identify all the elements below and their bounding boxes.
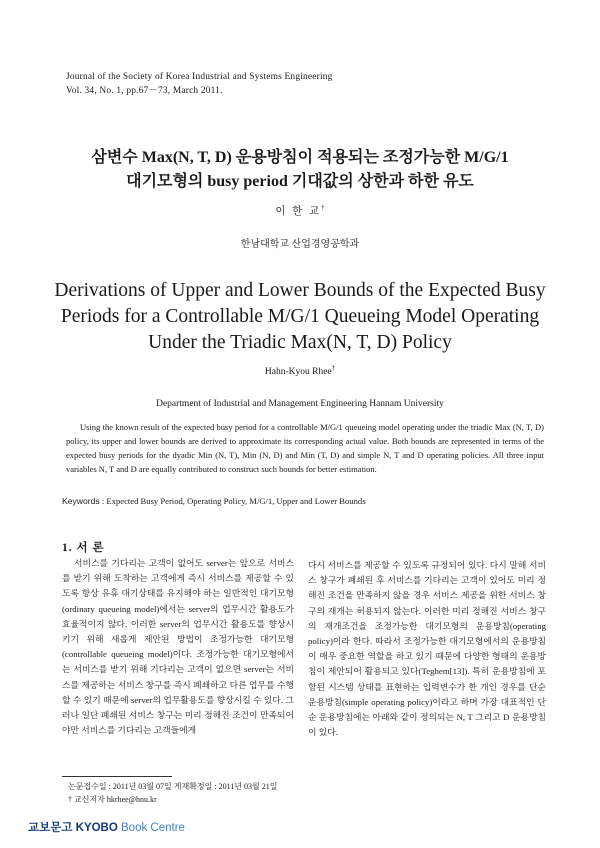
- footnote-dates: 논문접수일 : 2011년 03월 07일 게재확정일 : 2011년 03월 21일: [68, 782, 278, 791]
- english-author-mark: †: [331, 364, 336, 372]
- body-right-column: 다시 서비스를 제공할 수 있도록 규정되어 있다. 다시 말해 서비스 창구가 폐쇄된 후 서비스를 기다리는 고객이 있어도 미리 정해진 조건을 만족하지 않을 경우 서비스 제공을 위한 서비스 창구의 재개는 허용되지 않는다. 이러한 미리 정해진 서비스 창구의 재개조건을 조정가능한 대기모형의 운용방침(operating policy)이라 한다. 따라서 조정가능한 대기모형에서의 운용방침이 매우 중요한 역할을 하고 있기 때문에 다양한 형태의 운용방침이 제안되어 활용되고 있다(Teghem[13]). 특히 운용방침에 포함된 시스템 상태를 표현하는 입력변수가 한 개인 경우를 단순 운용방침(simple operating policy)이라고 하며 가장 대표적인 단순 운용방침에는 아래와 같이 정의되는 N, T 그리고 D 운용방침이 있다.: [308, 560, 546, 738]
- logo-korean: 교보문고: [28, 822, 73, 834]
- english-author: [0, 364, 600, 377]
- english-title-line1: Derivations of Upper and Lower Bounds of the Expected Busy: [54, 280, 546, 301]
- english-author-name: Hahn-Kyou Rhee: [264, 367, 332, 378]
- korean-author-mark: †: [321, 203, 325, 212]
- english-title-line3: Under the Triadic Max(N, T, D) Policy: [148, 332, 452, 353]
- english-affiliation: Department of Industrial and Management Engineering Hannam University: [156, 399, 444, 409]
- korean-title: [30, 146, 570, 194]
- journal-header: [66, 70, 333, 98]
- journal-name: Journal of the Society of Korea Industrial and Systems Engineering: [66, 72, 333, 82]
- section-heading: [62, 539, 105, 555]
- korean-title-line1: 삼변수 Max(N, T, D) 운용방침이 적용되는 조정가능한 M/G/1: [91, 149, 509, 166]
- english-title: [30, 278, 570, 356]
- section-number: 1.: [62, 542, 73, 554]
- kyobo-logo: [28, 819, 185, 835]
- logo-suffix: Book Centre: [121, 822, 185, 834]
- section-title: 서 론: [76, 542, 105, 554]
- korean-affiliation: 한남대학교 산업경영공학과: [240, 239, 360, 250]
- keywords-text: : Expected Busy Period, Operating Policy, M/G/1, Upper and Lower Bounds: [99, 496, 366, 506]
- logo-brand: KYOBO: [75, 822, 118, 834]
- footnote-divider: [62, 776, 172, 777]
- korean-author: [0, 203, 600, 218]
- abstract: Using the known result of the expected busy period for a controllable M/G/1 queueing model operating under the triadic Max (N, T, D) policy, its upper and lower bounds are derived to approximate its corresponding actual value. Both bounds are represented in terms of the expected busy periods for the dyadic Min (N, T), Min (N, D) and Min (T, D) and simple N, T and D operating policies. All three input variables N, T and D are equally contributed to construct such bounds for better estimation.: [66, 422, 544, 474]
- footnote-author-text: 교신저자 hkrhee@hnu.kr: [72, 795, 157, 804]
- footnote-author-mark: †: [68, 795, 72, 804]
- keywords-label: Keywords: [62, 496, 100, 506]
- body-left-column: 서비스를 기다리는 고객이 없어도 server는 앞으로 서비스를 받기 위해 도착하는 고객에게 즉시 서비스를 제공할 수 있도록 항상 유휴 대기상태를 유지해야 하는 일반적인 대기모형(ordinary queueing model)에서는 server의 업무시간 활용도가 효율적이지 않다. 이러한 server의 업무시간 활용도를 향상시키기 위해 새롭게 제안된 방법이 조정가능한 대기모형(controllable queueing model)이다. 조정가능한 대기모형에서는 서비스를 받기 위해 기다리는 고객이 없으면 server는 서비스를 제공하는 서비스 창구를 즉시 폐쇄하고 다른 업무를 수행할 수 있기 때문에 server의 업무활용도를 향상시킬 수 있다. 그러나 일단 폐쇄된 서비스 창구는 미리 정해진 조건이 만족되어야만 서비스를 기다리는 고객들에게: [62, 558, 294, 736]
- korean-author-name: 이 한 교: [275, 206, 322, 217]
- keywords: [62, 496, 552, 506]
- journal-volume: Vol. 34, No. 1, pp.67－73, March 2011.: [66, 86, 223, 96]
- korean-title-line2: 대기모형의 busy period 기대값의 상한과 하한 유도: [126, 173, 474, 190]
- english-title-line2: Periods for a Controllable M/G/1 Queueing Model Operating: [60, 306, 540, 327]
- footnote-author: [68, 794, 157, 805]
